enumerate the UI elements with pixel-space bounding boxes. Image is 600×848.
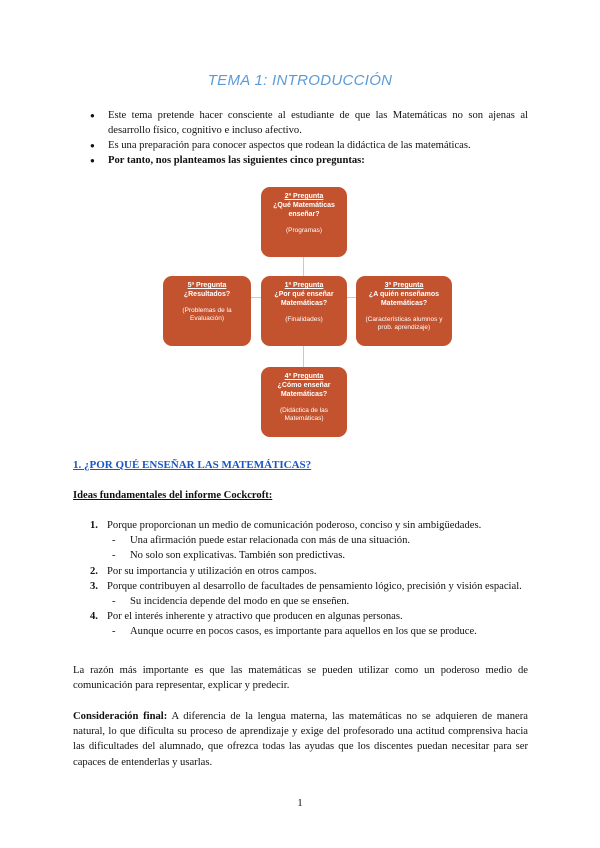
question-header: 2ª Pregunta: [284, 193, 324, 200]
question-text: ¿Por qué enseñar Matemáticas?: [274, 291, 334, 307]
reasons-list: [92, 518, 528, 640]
bullet-item: ● Es una preparación para conocer aspectos que rodean la didáctica de las matemáticas.: [90, 138, 528, 153]
final-consideration-paragraph: [73, 709, 528, 770]
question-box-1: [261, 276, 347, 346]
question-text: ¿Resultados?: [183, 291, 231, 298]
ideas-heading: Ideas fundamentales del informe Cockcroft:: [73, 490, 273, 501]
reason-sub-item: - Su incidencia depende del modo en que se enseñen.: [92, 594, 528, 609]
reason-sub-item: - Aunque ocurre en pocos casos, es importante para aquellos en los que se produce.: [92, 624, 528, 639]
question-header: 4ª Pregunta: [284, 373, 324, 380]
reason-number: 2.: [90, 565, 98, 577]
reason-sub-item: - Una afirmación puede estar relacionada con más de una situación.: [92, 533, 528, 548]
reason-item: [92, 564, 528, 579]
question-box-2: [261, 187, 347, 257]
reason-number: 4.: [90, 611, 98, 623]
section-heading-link[interactable]: 1. ¿POR QUÉ ENSEÑAR LAS MATEMÁTICAS?: [73, 459, 312, 471]
question-sub: (Problemas de la Evaluación): [182, 307, 232, 322]
question-text: ¿Qué Matemáticas enseñar?: [273, 202, 335, 218]
question-sub: (Finalidades): [285, 316, 323, 323]
question-box-4: [261, 367, 347, 437]
bullet-item: ● Por tanto, nos planteamos las siguientes cinco preguntas:: [90, 153, 528, 168]
reason-number: 3.: [90, 580, 98, 592]
five-questions-diagram: [150, 185, 460, 440]
question-header: 5ª Pregunta: [187, 282, 227, 289]
question-sub: (Didáctica de las Matemáticas): [279, 407, 329, 422]
reason-item: [92, 518, 528, 533]
bullet-item: ● Este tema pretende hacer consciente al estudiante de que las Matemáticas no son ajenas al desarrollo físico, cognitivo e incluso afectivo.: [90, 108, 528, 138]
reason-text: Porque proporcionan un medio de comunicación poderoso, conciso y sin ambigüedades.: [107, 520, 482, 531]
question-sub: (Programas): [285, 227, 323, 234]
reason-text: Porque contribuyen al desarrollo de facultades de pensamiento lógico, precisión y visión espacial.: [107, 580, 522, 592]
question-header: 3ª Pregunta: [384, 282, 424, 289]
question-box-3: [356, 276, 452, 346]
page-title: TEMA 1: INTRODUCCIÓN: [207, 72, 393, 89]
question-text: ¿A quién enseñamos Matemáticas?: [368, 291, 440, 307]
final-label: Consideración final:: [73, 711, 168, 722]
question-box-5: [163, 276, 251, 346]
final-text: A diferencia de la lengua materna, las matemáticas no se adquieren de manera natural, lo que dificulta su proceso de aprendizaje y exige del profesorado una actitud comprensiva hacia las dificultades del alumnado, que ofrezca todas las ayudas que los discentes puedan necesitar para ser capaces de entenderlas y usarlas.: [73, 711, 528, 768]
reason-item: [92, 579, 528, 594]
reason-text: Por el interés inherente y atractivo que producen en algunas personas.: [107, 611, 403, 623]
intro-bullet-list: [90, 108, 528, 168]
reason-item: [92, 609, 528, 624]
reason-text: Por su importancia y utilización en otros campos.: [107, 565, 317, 577]
page-number: 1: [297, 797, 303, 809]
question-header: 1ª Pregunta: [284, 282, 324, 289]
question-sub: (Características alumnos y prob. aprendizaje): [365, 316, 443, 331]
reason-number: 1.: [90, 520, 98, 531]
reason-sub-item: - No solo son explicativas. También son predictivas.: [92, 548, 528, 563]
summary-paragraph: La razón más importante es que las matemáticas se pueden utilizar como un poderoso medio de comunicación para representar, explicar y predecir.: [73, 665, 528, 692]
question-text: ¿Cómo enseñar Matemáticas?: [277, 382, 331, 398]
